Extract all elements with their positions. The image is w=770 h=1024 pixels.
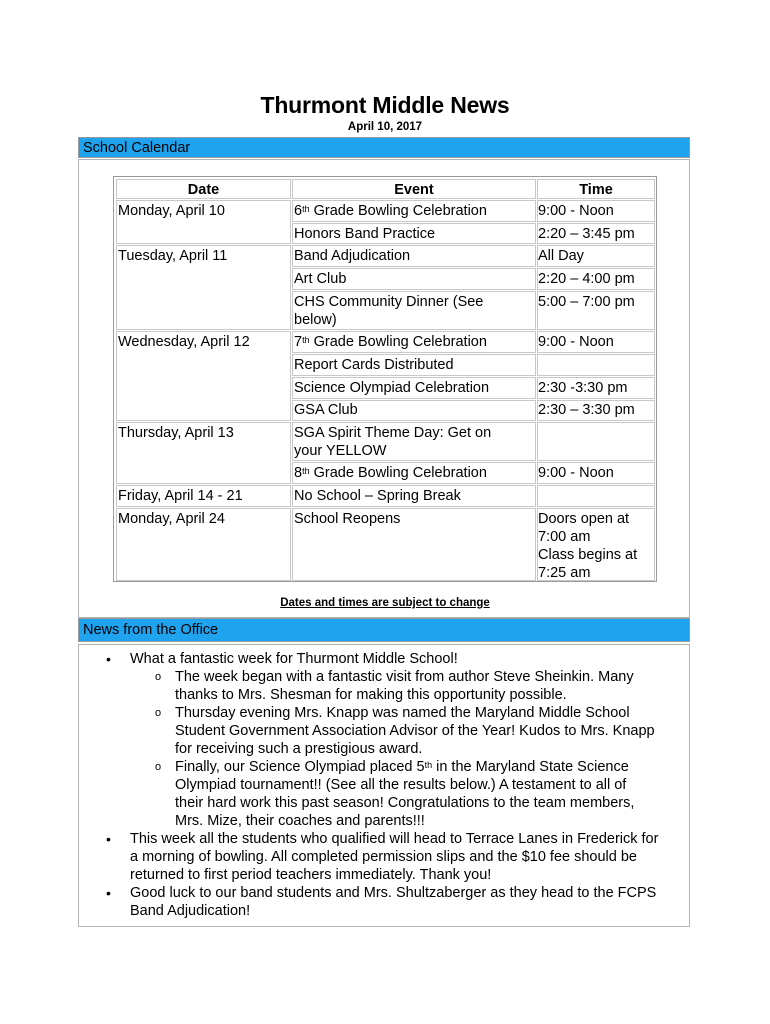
calendar-note: Dates and times are subject to change [280, 597, 490, 609]
news-item-line: Band Adjudication! [130, 903, 251, 919]
row-event: Report Cards Distributed [294, 357, 454, 373]
news-item: What a fantastic week for Thurmont Middle School! [130, 651, 458, 667]
sub-bullet-icon: o [155, 761, 162, 773]
news-subitem: Finally, our Science Olympiad placed 5th in the Maryland State Science [175, 759, 629, 775]
row-event: 7th Grade Bowling Celebration [294, 334, 487, 350]
row-date: Monday, April 10 [118, 203, 225, 219]
row-time: 5:00 – 7:00 pm [538, 294, 635, 310]
bullet-icon: • [106, 651, 111, 667]
school-calendar-header: School Calendar [78, 137, 690, 158]
row-event: Honors Band Practice [294, 226, 436, 242]
row-event: Art Club [294, 271, 347, 287]
news-subitem: Thursday evening Mrs. Knapp was named the Maryland Middle School [175, 705, 630, 721]
calendar-table [113, 176, 657, 582]
news-subitem-line: Mrs. Mize, their coaches and parents!!! [175, 813, 425, 829]
row-event: SGA Spirit Theme Day: Get on [294, 425, 492, 441]
news-item: Good luck to our band students and Mrs. Shultzaberger as they head to the FCPS [130, 885, 657, 901]
sub-bullet-icon: o [155, 707, 162, 719]
news-subitem-line: their hard work this past season! Congratulations to the team members, [175, 795, 635, 811]
news-header: News from the Office [78, 618, 690, 642]
row-date: Wednesday, April 12 [118, 334, 250, 350]
row-time: 9:00 - Noon [538, 334, 614, 350]
news-subitem-line: Olympiad tournament!! (See all the results below.) A testament to all of [175, 777, 627, 793]
row-event: 6th Grade Bowling Celebration [294, 203, 487, 219]
sub-bullet-icon: o [155, 671, 162, 683]
row-event-continued: your YELLOW [294, 443, 387, 459]
row-time: Doors open at [538, 511, 630, 527]
bullet-icon: • [106, 831, 111, 847]
time-cell [537, 422, 655, 461]
row-event: No School – Spring Break [294, 488, 461, 504]
news-item-line: a morning of bowling. All completed permission slips and the $10 fee should be [130, 849, 637, 865]
news-subitem-line: for receiving such a prestigious award. [175, 741, 423, 757]
row-time: 7:00 am [538, 529, 591, 545]
news-subitem-line: Student Government Association Advisor of the Year! Kudos to Mrs. Knapp [175, 723, 655, 739]
newsletter-date: April 10, 2017 [347, 121, 423, 133]
time-cell [537, 485, 655, 507]
row-date: Tuesday, April 11 [118, 248, 228, 264]
row-date: Friday, April 14 - 21 [118, 488, 243, 504]
row-event: Band Adjudication [294, 248, 411, 264]
newsletter-title: Thurmont Middle News [260, 92, 510, 118]
row-event: GSA Club [294, 402, 358, 418]
row-event: School Reopens [294, 511, 401, 527]
bullet-icon: • [106, 885, 111, 901]
row-time: 2:30 – 3:30 pm [538, 402, 635, 418]
column-header-time: Time [579, 182, 613, 198]
row-event: CHS Community Dinner (See [294, 294, 484, 310]
column-header-date: Date [187, 182, 220, 198]
row-event-continued: below) [294, 312, 337, 328]
row-time: 9:00 - Noon [538, 465, 614, 481]
row-time: Class begins at [538, 547, 638, 563]
row-time: 9:00 - Noon [538, 203, 614, 219]
news-subitem: The week began with a fantastic visit from author Steve Sheinkin. Many [175, 669, 634, 685]
row-time: 2:20 – 4:00 pm [538, 271, 635, 287]
row-time: All Day [538, 248, 584, 264]
time-cell [537, 354, 655, 376]
row-date: Monday, April 24 [118, 511, 225, 527]
row-date: Thursday, April 13 [118, 425, 234, 441]
row-time: 2:30 -3:30 pm [538, 380, 628, 396]
row-event: 8th Grade Bowling Celebration [294, 465, 487, 481]
news-item: This week all the students who qualified will head to Terrace Lanes in Frederick for [130, 831, 659, 847]
row-time: 2:20 – 3:45 pm [538, 226, 635, 242]
row-event: Science Olympiad Celebration [294, 380, 490, 396]
column-header-event: Event [394, 182, 434, 198]
news-item-line: returned to first period teachers immediately. Thank you! [130, 867, 492, 883]
news-subitem-line: thanks to Mrs. Shesman for making this opportunity possible. [175, 687, 567, 703]
row-time: 7:25 am [538, 565, 591, 581]
